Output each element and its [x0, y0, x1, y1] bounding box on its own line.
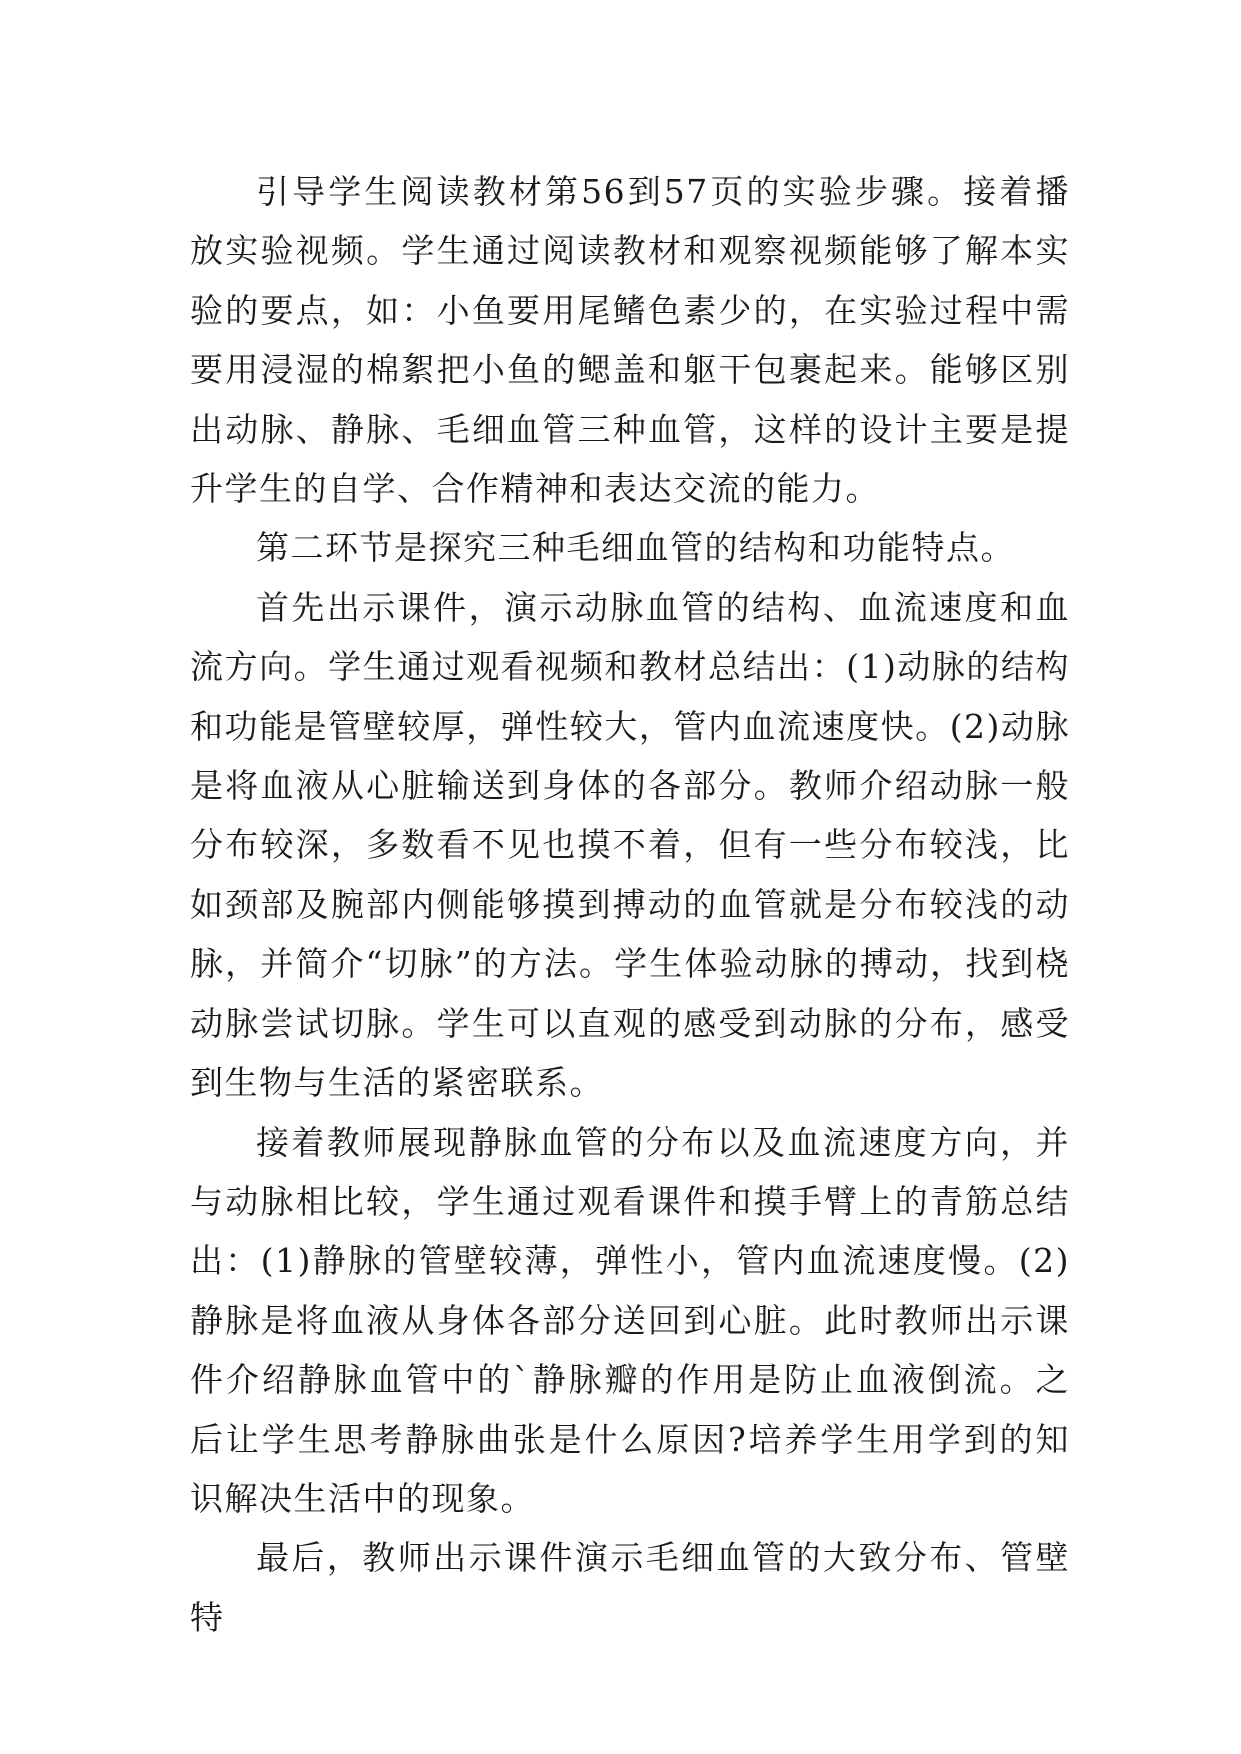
body-text [190, 162, 1070, 1647]
paragraph-1: 引导学生阅读教材第56到57页的实验步骤。接着播放实验视频。学生通过阅读教材和观察视频能够了解本实验的要点，如：小鱼要用尾鳍色素少的，在实验过程中需要用浸湿的棉絮把小鱼的鳃盖和躯干包裹起来。能够区别出动脉、静脉、毛细血管三种血管，这样的设计主要是提升学生的自学、合作精神和表达交流的能力。 [190, 172, 1070, 509]
paragraph-3: 首先出示课件，演示动脉血管的结构、血流速度和血流方向。学生通过观看视频和教材总结出：(1)动脉的结构和功能是管壁较厚，弹性较大，管内血流速度快。(2)动脉是将血液从心脏输送到身体的各部分。教师介绍动脉一般分布较深，多数看不见也摸不着，但有一些分布较浅，比如颈部及腕部内侧能够摸到搏动的血管就是分布较浅的动脉，并简介“切脉”的方法。学生体验动脉的搏动，找到桡动脉尝试切脉。学生可以直观的感受到动脉的分布，感受到生物与生活的紧密联系。 [190, 587, 1070, 1103]
paragraph-4: 接着教师展现静脉血管的分布以及血流速度方向，并与动脉相比较，学生通过观看课件和摸手臂上的青筋总结出：(1)静脉的管壁较薄，弹性小，管内血流速度慢。(2)静脉是将血液从身体各部分送回到心脏。此时教师出示课件介绍静脉血管中的`静脉瓣的作用是防止血液倒流。之后让学生思考静脉曲张是什么原因?培养学生用学到的知识解决生活中的现象。 [190, 1122, 1070, 1518]
paragraph-2: 第二环节是探究三种毛细血管的结构和功能特点。 [256, 528, 1015, 568]
paragraph-5: 最后，教师出示课件演示毛细血管的大致分布、管壁特 [190, 1538, 1070, 1637]
